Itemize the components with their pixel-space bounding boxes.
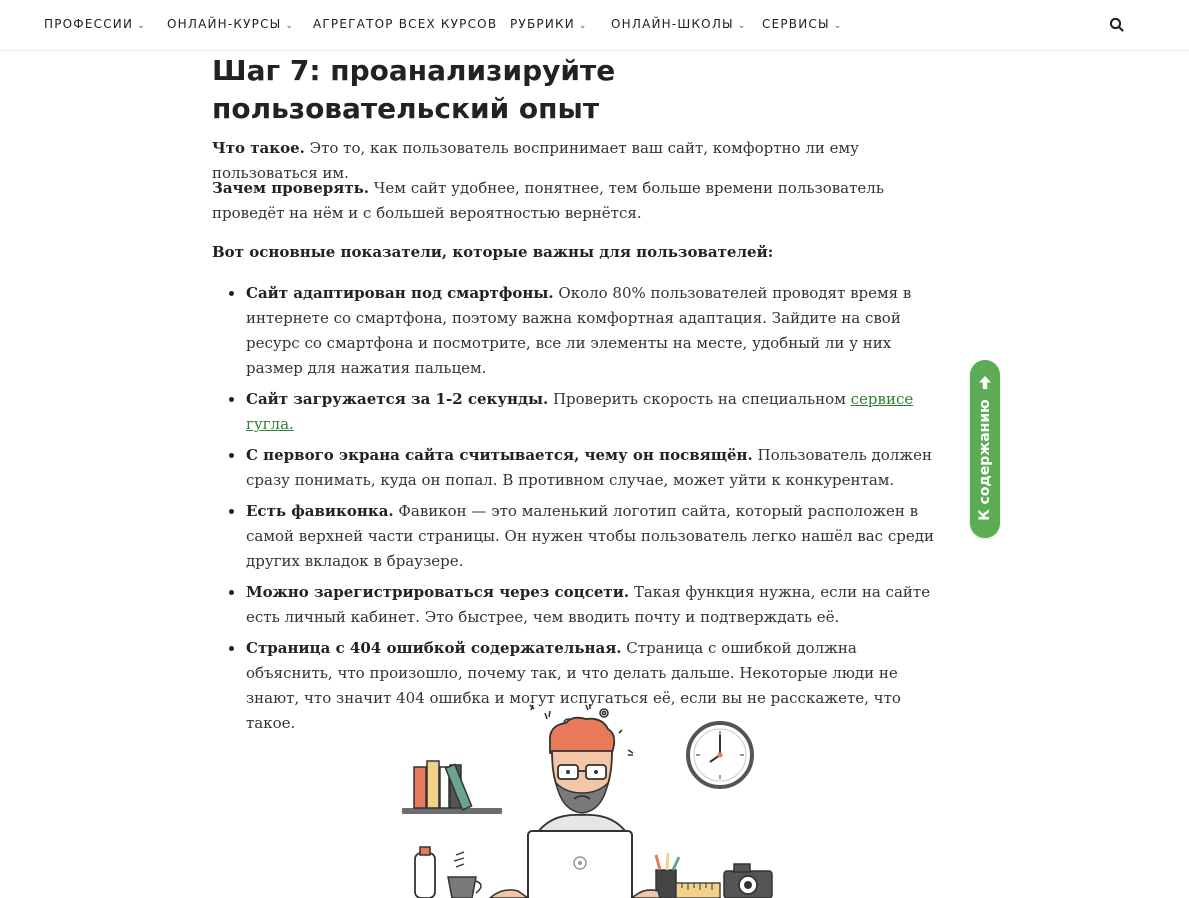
list-item-title: Сайт загружается за 1-2 секунды.	[246, 390, 549, 408]
chevron-down-icon: ⌄	[737, 21, 746, 31]
chevron-down-icon: ⌄	[285, 21, 294, 31]
arrow-up-icon	[977, 374, 993, 392]
table-of-contents-label: К содержанию	[977, 399, 993, 521]
table-of-contents-button[interactable]	[970, 360, 1000, 538]
list-item	[212, 443, 940, 493]
list-item-title: С первого экрана сайта считывается, чему он посвящён.	[246, 446, 753, 464]
what-is-text: Это то, как пользователь воспринимает ваш сайт, комфортно ли ему пользоваться им.	[212, 139, 859, 182]
search-button[interactable]	[1108, 16, 1126, 34]
why-check-label: Зачем проверять.	[212, 179, 370, 197]
list-item	[212, 499, 940, 574]
desk-items	[656, 853, 772, 898]
developer-figure	[536, 718, 628, 835]
list-item-text: Около 80% пользователей проводят время в интернете со смартфона, поэтому важна комфортная адаптация. Зайдите на свой ресурс со смартфона и посмотрите, все ли элементы на месте, удобный ли у них размер для нажатия пальцем.	[246, 284, 912, 377]
nav-item-services[interactable]	[762, 17, 841, 31]
bookshelf	[402, 761, 502, 814]
step-title: Шаг 7: проанализируйте пользовательский опыт	[212, 54, 616, 125]
indicators-list	[212, 281, 952, 742]
wall-clock-icon	[688, 723, 752, 787]
list-item-text: Проверить скорость на специальном	[548, 390, 851, 408]
why-check-text: Чем сайт удобнее, понятнее, тем больше времени пользователь проведёт на нём и с большей вероятностью вернётся.	[212, 179, 884, 222]
nav-item-label: ОНЛАЙН-КУРСЫ	[167, 17, 282, 31]
list-item	[212, 281, 940, 381]
why-check-paragraph	[212, 176, 934, 226]
nav-item-label: СЕРВИСЫ	[762, 17, 830, 31]
nav-item-rubrics[interactable]	[510, 17, 586, 31]
bottle-and-mug	[415, 847, 481, 898]
nav-item-label: ПРОФЕССИИ	[44, 17, 134, 31]
nav-item-label: АГРЕГАТОР ВСЕХ КУРСОВ	[313, 17, 498, 31]
search-icon	[1108, 16, 1126, 34]
google-service-link[interactable]: сервисе гугла.	[246, 390, 914, 433]
list-item-title: Можно зарегистрироваться через соцсети.	[246, 583, 630, 601]
list-item-title: Есть фавиконка.	[246, 502, 394, 520]
list-item	[212, 580, 940, 630]
chevron-down-icon: ⌄	[137, 21, 145, 31]
list-item	[212, 387, 940, 437]
nav-item-online-schools[interactable]	[611, 17, 745, 31]
list-item-text: Фавикон — это маленький логотип сайта, который расположен в самой верхней части страницы. Он нужен чтобы пользователь легко нашёл вас среди других вкладок в браузере.	[246, 502, 934, 570]
nav-item-professions[interactable]	[44, 17, 145, 31]
what-is-label: Что такое.	[212, 139, 305, 157]
list-item-text: Такая функция нужна, если на сайте есть личный кабинет. Это быстрее, чем вводить почту и подтверждать её.	[246, 583, 931, 626]
chevron-down-icon: ⌄	[833, 21, 842, 31]
list-item-text: Страница с ошибкой должна объяснить, что произошло, почему так, и что делать дальше. Некоторые люди не знают, что значит 404 ошибка и могут испугаться её, если вы не расскажете, что такое.	[246, 639, 901, 732]
nav-item-aggregator[interactable]	[313, 17, 497, 31]
list-item-title: Сайт адаптирован под смартфоны.	[246, 284, 554, 302]
list-item-text: Пользователь должен сразу понимать, куда он попал. В противном случае, может уйти к конкурентам.	[246, 446, 933, 489]
nav-item-label: ОНЛАЙН-ШКОЛЫ	[611, 17, 734, 31]
laptop-icon	[528, 831, 632, 898]
nav-item-label: РУБРИКИ	[510, 17, 575, 31]
indicators-intro	[212, 240, 934, 265]
stressed-developer-illustration	[390, 695, 790, 898]
list-item-title: Страница с 404 ошибкой содержательная.	[246, 639, 622, 657]
top-navigation	[0, 0, 1189, 51]
chevron-down-icon: ⌄	[578, 21, 587, 31]
indicators-intro-text: Вот основные показатели, которые важны для пользователей:	[212, 243, 774, 261]
nav-item-online-courses[interactable]	[167, 17, 293, 31]
